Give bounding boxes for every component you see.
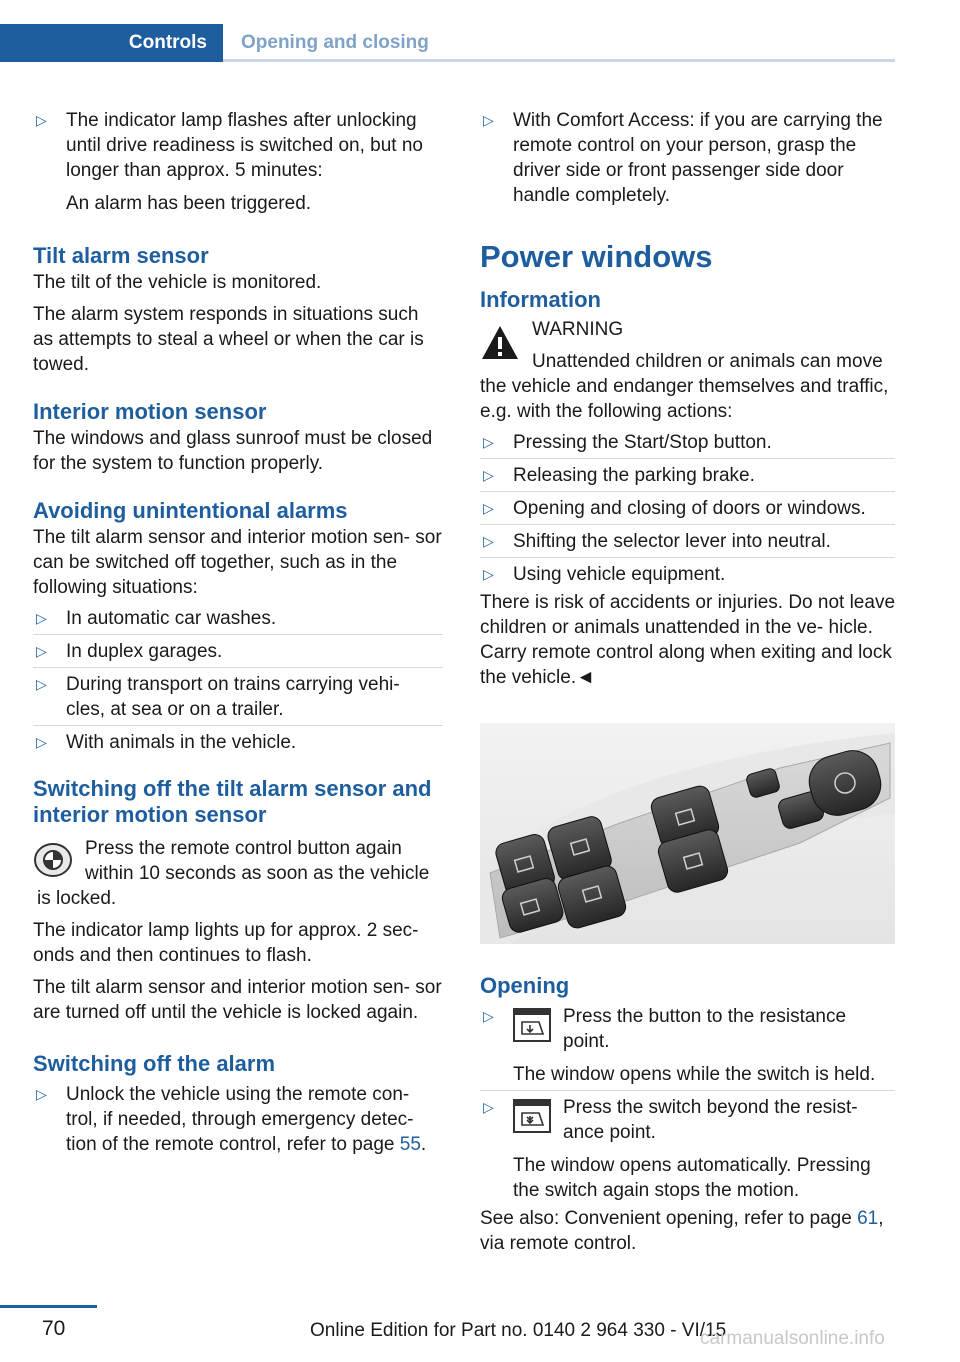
see-also-paragraph [480,1206,895,1256]
list-item-text: Shifting the selector lever into neutral. [513,531,831,552]
interior-paragraph: The windows and glass sunroof must be closed for the system to function properly. [33,428,433,474]
avoiding-paragraph: The tilt alarm sensor and interior motion sen‐ sor can be switched off together, such as in the following situations: [33,527,442,598]
power-windows-title: Power windows [480,239,713,274]
tilt-paragraph-2: The alarm system responds in situations such as attempts to steal a wheel or when the car is towed. [33,304,424,375]
list-item [480,459,895,492]
page-reference-link[interactable]: 55 [399,1134,421,1155]
list-item-text: Pressing the Start/Stop button. [513,432,772,453]
switching-alarm-list [33,1078,443,1160]
list-item [480,492,895,525]
triangle-bullet-icon: ▷ [483,434,494,450]
interior-heading: Interior motion sensor [33,399,267,424]
list-item [480,1091,895,1206]
list-item-text: With animals in the vehicle. [66,732,297,753]
triangle-bullet-icon: ▷ [36,643,47,659]
remote-control-button-icon [33,840,73,880]
section-tab[interactable]: Opening and closing [241,32,429,53]
warning-label: WARNING [532,319,624,340]
right-column [480,100,895,1263]
intro-list [33,104,443,219]
list-item [33,668,443,726]
list-item-text: In automatic car washes. [66,608,277,629]
list-item [480,558,895,590]
footer-rule [0,1305,97,1308]
triangle-bullet-icon: ▷ [483,500,494,516]
triangle-bullet-icon: ▷ [483,566,494,582]
page-number: 70 [42,1317,66,1340]
see-also-end: , via remote control. [480,1208,884,1254]
chapter-tab[interactable]: Controls [0,24,223,62]
triangle-bullet-icon: ▷ [36,610,47,626]
page-header [0,0,895,62]
avoiding-list [33,602,443,758]
list-item-text: In duplex garages. [66,641,223,662]
list-item [480,426,895,459]
list-item-subtext: An alarm has been triggered. [66,193,312,214]
list-item [480,104,895,211]
list-item [33,1078,443,1160]
triangle-bullet-icon: ▷ [483,533,494,549]
switching-sensor-heading: Switching off the tilt alarm sensor and interior motion sensor [33,776,432,827]
warning-triangle-icon [480,323,520,363]
edition-text: Online Edition for Part no. 0140 2 964 330 - VI/15 [310,1320,727,1341]
comfort-list [480,104,895,211]
list-item [480,1000,895,1091]
triangle-bullet-icon: ▷ [36,734,47,750]
triangle-bullet-icon: ▷ [483,1099,494,1115]
list-item [33,635,443,668]
list-item-subtext: The window opens while the switch is held. [513,1064,876,1085]
list-item-text: Press the button to the resistance point. [563,1006,847,1052]
see-also-text: See also: Convenient opening, refer to page [480,1208,858,1229]
triangle-bullet-icon: ▷ [36,112,47,128]
window-switch-panel-photo [480,723,895,944]
page-reference-link[interactable]: 61 [857,1208,879,1229]
list-item-text: Unlock the vehicle using the remote con‐ trol, if needed, through emergency detec‐ tion of the remote control, refer to page [66,1084,414,1155]
list-item-text: The indicator lamp flashes after unlocking until drive readiness is switched on, but no longer than approx. 5 minutes: [66,110,423,181]
tilt-heading: Tilt alarm sensor [33,243,209,268]
list-item [33,726,443,758]
switching-sensor-paragraph-1: Press the remote control button again within 10 seconds as soon as the vehicle is locked. [37,838,430,909]
risk-paragraph: There is risk of accidents or injuries. Do not leave children or animals unattended in the ve‐ hicle. Carry remote control along when exiting and lock the vehicle.◄ [480,592,896,688]
list-item [33,104,443,219]
left-column [33,100,443,1160]
opening-heading: Opening [480,973,570,998]
opening-list [480,1000,895,1206]
list-item-text: Releasing the parking brake. [513,465,755,486]
switching-sensor-paragraph-2: The indicator lamp lights up for approx. 2 sec‐ onds and then continues to flash. [33,920,419,966]
information-heading: Information [480,287,601,312]
list-item-text: Press the switch beyond the resist‐ ance point. [563,1097,858,1143]
window-switch-icon [513,1008,551,1042]
switching-alarm-heading: Switching off the alarm [33,1051,276,1076]
warning-list [480,426,895,590]
remote-instruction [33,836,443,911]
triangle-bullet-icon: ▷ [36,1086,47,1102]
list-item [480,525,895,558]
list-item-subtext: The window opens automatically. Pressing the switch again stops the motion. [513,1155,871,1201]
warning-text: Unattended children or animals can move the vehicle and endanger themselves and traffic, e.g. with the following actions: [480,351,889,422]
watermark: carmanualsonline.info [700,1328,885,1349]
list-item-text: Using vehicle equipment. [513,564,726,585]
list-item-text: Opening and closing of doors or windows. [513,498,866,519]
list-item-text: With Comfort Access: if you are carrying the remote control on your person, grasp the driver side or front passenger side door handle completely. [513,110,883,206]
tilt-paragraph-1: The tilt of the vehicle is monitored. [33,272,322,293]
switching-sensor-paragraph-3: The tilt alarm sensor and interior motion sen‐ sor are turned off until the vehicle is locked again. [33,977,442,1023]
triangle-bullet-icon: ▷ [483,1008,494,1024]
list-item [33,602,443,635]
triangle-bullet-icon: ▷ [483,467,494,483]
list-item-text: During transport on trains carrying vehi‐ cles, at sea or on a trailer. [66,674,400,720]
list-item-end: . [420,1134,427,1155]
warning-block [480,317,895,424]
window-switch-auto-icon [513,1099,551,1133]
header-rule [223,59,895,62]
avoiding-heading: Avoiding unintentional alarms [33,498,348,523]
triangle-bullet-icon: ▷ [36,676,47,692]
triangle-bullet-icon: ▷ [483,112,494,128]
